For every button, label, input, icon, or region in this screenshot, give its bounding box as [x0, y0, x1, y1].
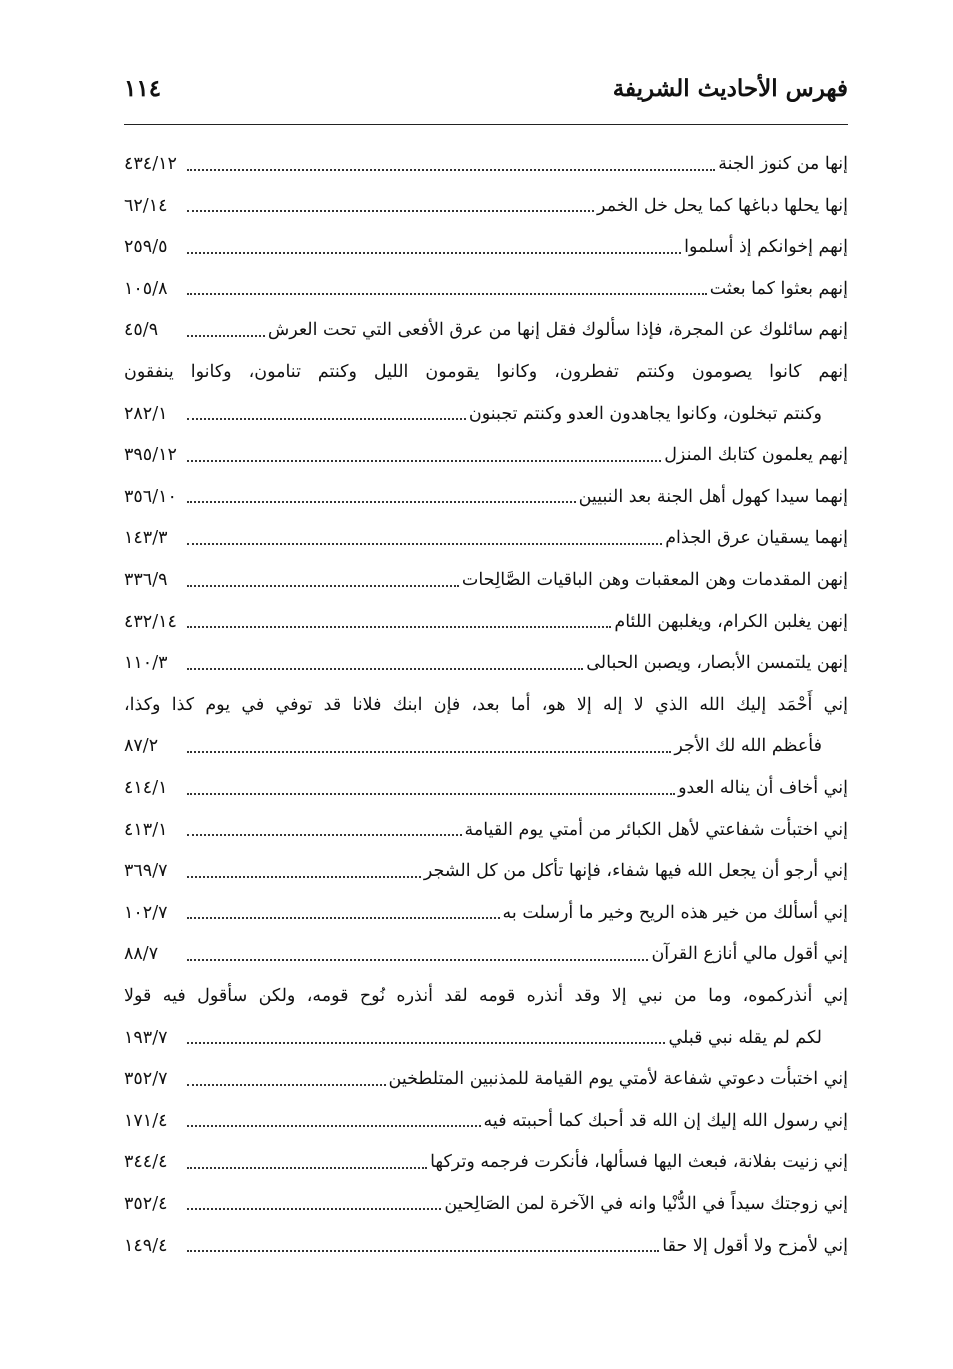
index-entry: [124, 928, 848, 970]
dot-leader: [187, 209, 594, 212]
dot-leader: [187, 750, 671, 753]
entry-text: إنهم كانوا يصومون وكنتم تفطرون، وكانوا يقومون الليل وكنتم تنامون، وكانوا ينفقون: [124, 362, 848, 383]
entry-text: إنهن يلتمسن الأبصار، ويصبن الحبالى: [586, 653, 848, 674]
index-entry: [124, 1219, 848, 1261]
entry-reference: ٨٨/٧: [124, 944, 159, 965]
index-entry: [124, 180, 848, 222]
entry-reference: ٦٢/١٤: [124, 195, 168, 216]
entry-text: فأعظم الله لك الأجر: [674, 736, 822, 757]
dot-leader: [187, 667, 583, 670]
dot-leader: [187, 459, 661, 462]
page-header: [124, 66, 848, 110]
entry-text: لكم لم يقله نبي قبلي: [668, 1027, 822, 1048]
entry-reference: ٣٣٦/٩: [124, 570, 168, 591]
index-entry: [124, 512, 848, 554]
entry-text: إني اختبأت شفاعتي لأهل الكبائر من أمتي يوم القيامة: [464, 819, 848, 840]
index-entry: [124, 471, 848, 513]
entry-text: إنها يحلها دباغها كما يحل خل الخمر: [597, 195, 848, 216]
dot-leader: [187, 1166, 427, 1169]
entry-text: إني رسول الله إليك إن الله قد أحبك كما أحببته فيه: [483, 1110, 848, 1131]
entry-text: إني أخاف أن يناله العدو: [678, 778, 848, 798]
index-entries: [124, 138, 848, 1261]
index-entry-continuation: [124, 388, 848, 430]
dot-leader: [187, 792, 675, 795]
index-entry: [124, 1053, 848, 1095]
entry-reference: ١٩٣/٧: [124, 1027, 168, 1048]
entry-reference: ٤٥/٩: [124, 320, 159, 341]
entry-reference: ٢٥٩/٥: [124, 237, 168, 258]
dot-leader: [187, 542, 662, 545]
entry-reference: ٤٣٤/١٢: [124, 154, 177, 175]
dot-leader: [187, 625, 611, 628]
entry-text: إنها من كنوز الجنة: [718, 154, 848, 175]
index-entry: [124, 762, 848, 804]
dot-leader: [187, 1207, 441, 1210]
entry-reference: ٤١٣/١: [124, 819, 168, 840]
entry-text: إنهما يسقيان عرق الجذام: [665, 528, 848, 549]
dot-leader: [187, 916, 500, 919]
index-entry: [124, 554, 848, 596]
index-entry: [124, 1095, 848, 1137]
index-entry: [124, 637, 848, 679]
entry-reference: ١٧١/٤: [124, 1110, 168, 1131]
entry-text: وكنتم تبخلون، وكانوا يجاهدون العدو وكنتم تجبنون: [468, 403, 822, 424]
index-entry: [124, 679, 848, 721]
entry-text: إني زوجتك سيداً في الدُّنْيا وانه في الآخرة لمن الصَالِحين: [444, 1193, 848, 1214]
entry-text: إنهم يعلمون كتابك المنزل: [664, 445, 848, 466]
index-entry: [124, 221, 848, 263]
entry-text: إني لأمزح ولا أقول إلا حقا: [662, 1235, 848, 1256]
index-entry-continuation: [124, 720, 848, 762]
entry-reference: ٢٨٢/١: [124, 403, 168, 424]
entry-text: إني زنيت بفلانة، فبعث اليها فسألها، فأنكرت فرجمه وتركها: [430, 1152, 848, 1173]
entry-reference: ١٤٣/٣: [124, 528, 168, 549]
entry-text: إني أَحْمَد إليك الله الذي لا إله إلا هو، أما بعد، فإن ابنك فلانا قد توفي في يوم كذا وكذا،: [124, 694, 848, 715]
dot-leader: [187, 292, 707, 295]
page-number: ١١٤: [124, 74, 162, 102]
entry-text: إنهم إخوانكم إذ أسلموا: [684, 237, 848, 258]
entry-text: إنهم سائلوك عن المجرة، فإذا سألوك فقل إنها من عرق الأفعى التي تحت العرش: [267, 320, 848, 341]
entry-reference: ١٠٢/٧: [124, 902, 168, 923]
entry-reference: ٣٩٥/١٢: [124, 445, 177, 466]
entry-text: إني أرجو أن يجعل الله فيها شفاء، فإنها تأكل من كل الشجر: [423, 861, 848, 882]
entry-reference: ٣٤٤/٤: [124, 1152, 168, 1173]
entry-text: إنهم بعثوا كما بعثت: [709, 278, 848, 299]
entry-reference: ٣٥٢/٧: [124, 1069, 168, 1090]
dot-leader: [187, 1041, 665, 1044]
entry-reference: ٣٥٦/١٠: [124, 486, 177, 507]
dot-leader: [187, 1124, 481, 1127]
index-entry: [124, 970, 848, 1012]
running-title: فهرس الأحاديث الشريفة: [612, 74, 848, 102]
dot-leader: [187, 334, 265, 337]
entry-text: إنهن المقدمات وهن المعقبات وهن الباقيات الصَّالِحات: [461, 570, 848, 591]
dot-leader: [187, 584, 459, 587]
dot-leader: [187, 958, 648, 961]
entry-reference: ٨٧/٢: [124, 736, 159, 757]
entry-reference: ٣٥٢/٤: [124, 1193, 168, 1214]
dot-leader: [187, 833, 462, 836]
index-entry: [124, 263, 848, 305]
dot-leader: [187, 875, 421, 878]
entry-text: إني أنذركموه، وما من نبي إلا وقد أنذره قومه لقد أنذره نُوح قومه، ولكن سأقول فيه قولا: [124, 985, 848, 1006]
index-entry: [124, 804, 848, 846]
index-entry: [124, 138, 848, 180]
index-entry: [124, 1136, 848, 1178]
index-entry-continuation: [124, 1011, 848, 1053]
entry-reference: ٣٦٩/٧: [124, 861, 168, 882]
header-rule: [124, 124, 848, 125]
dot-leader: [187, 1083, 386, 1086]
entry-text: إنهن يغلبن الكرام، ويغلبهن اللئام: [614, 611, 848, 632]
index-entry: [124, 845, 848, 887]
entry-reference: ٤١٤/١: [124, 778, 168, 798]
entry-reference: ١٠٥/٨: [124, 278, 168, 299]
entry-text: إني أقول مالي أنازع القرآن: [651, 944, 848, 965]
entry-reference: ١٤٩/٤: [124, 1235, 168, 1256]
dot-leader: [187, 251, 681, 254]
index-entry: [124, 1178, 848, 1220]
entry-text: إني أسألك من خير هذه الريح وخير ما أرسلت به: [502, 902, 848, 923]
dot-leader: [187, 417, 466, 420]
entry-reference: ٤٣٢/١٤: [124, 611, 177, 632]
index-entry: [124, 429, 848, 471]
index-entry: [124, 887, 848, 929]
index-entry: [124, 346, 848, 388]
index-entry: [124, 596, 848, 638]
entry-reference: ١١٠/٣: [124, 653, 168, 674]
index-entry: [124, 304, 848, 346]
dot-leader: [187, 500, 576, 503]
dot-leader: [187, 168, 715, 171]
entry-text: إني اختبأت دعوتي شفاعة لأمتي يوم القيامة للمذنبين المتلطخين: [388, 1069, 848, 1090]
entry-text: إنهما سيدا كهول أهل الجنة بعد النبيين: [578, 486, 848, 507]
dot-leader: [187, 1249, 659, 1252]
